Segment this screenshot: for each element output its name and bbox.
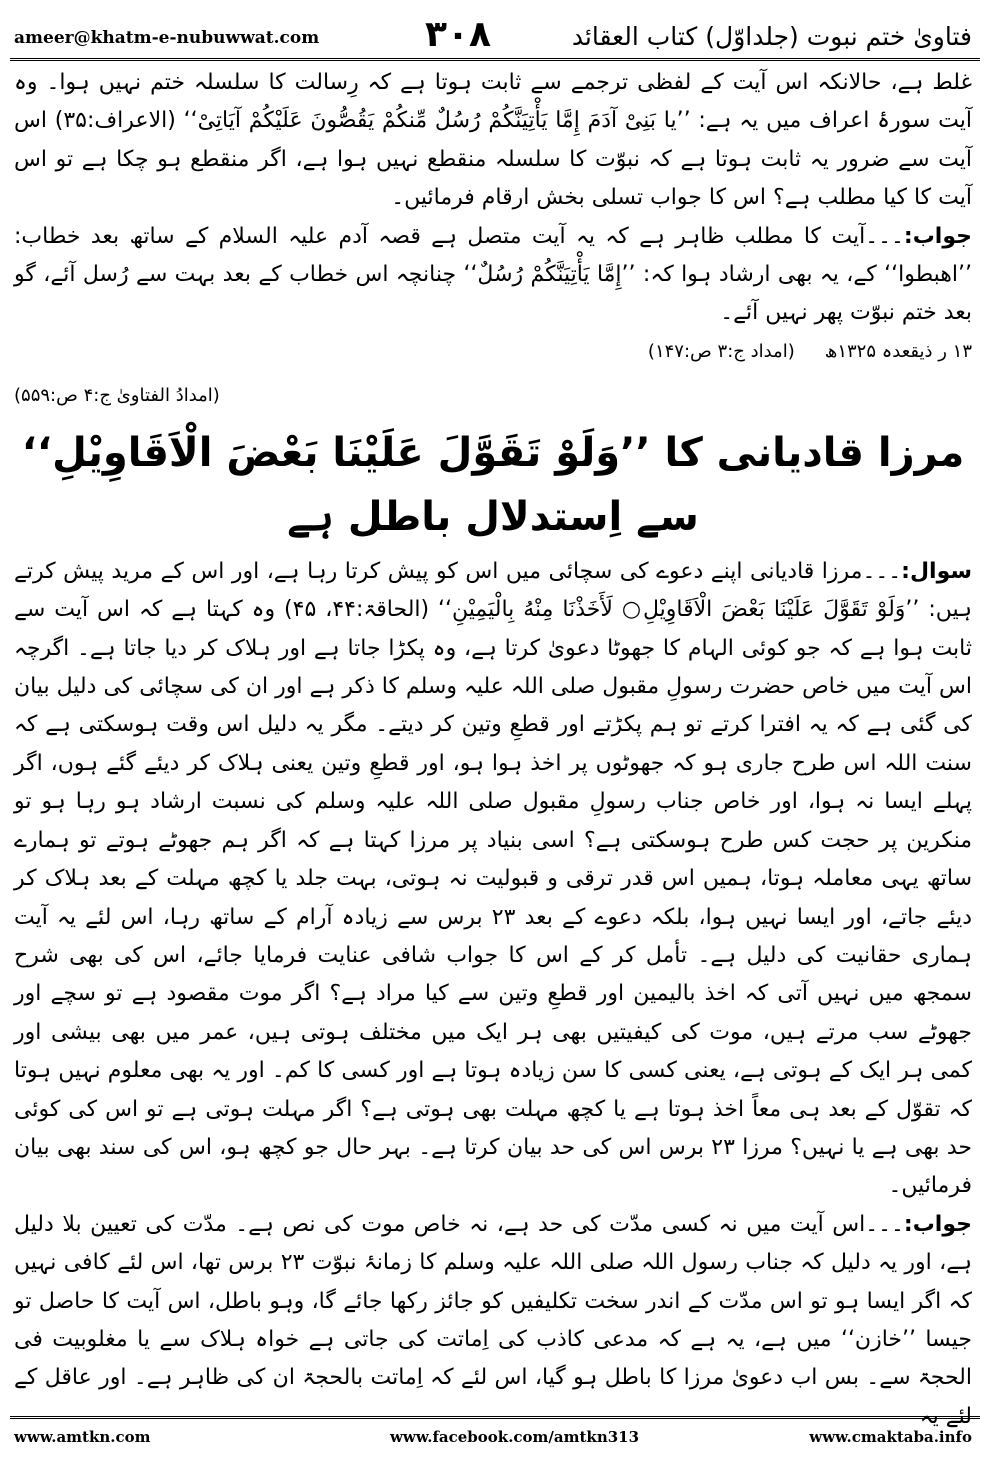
footer-link-amtkn[interactable]: www.amtkn.com [14, 1428, 151, 1446]
answer-label-2: جواب: [903, 1211, 972, 1237]
date-reference-line [14, 337, 972, 367]
footer-link-facebook[interactable]: www.facebook.com/amtkn313 [390, 1428, 640, 1446]
answer-paragraph-1 [14, 218, 972, 333]
page-body [14, 64, 972, 1436]
section-heading: مرزا قادیانی کا ’’وَلَوْ تَقَوَّلَ عَلَیْنَا بَعْضَ الْاَقَاوِیْلِ‘‘ سے اِستدلال باطل ہے [21, 429, 965, 540]
question-paragraph-2 [14, 553, 972, 1206]
question-label: سوال: [901, 558, 972, 584]
header-email[interactable]: ameer@khatm-e-nubuwwat.com [14, 28, 320, 48]
answer-text-2: ۔۔۔اس آیت میں نہ کسی مدّت کی حد ہے، نہ خاص موت کی نص ہے۔ مدّت کی تعیین بلا دلیل ہے، اور یہ دلیل کہ جناب رسول اللہ صلی اللہ علیہ وسلم کا زمانۂ نبوّت ۲۳ برس تھا، اس لئے کافی نہیں کہ اگر ایسا ہو تو اس مدّت کے اندر سخت تکلیفیں کو جائز رکھا جائے گا، وہو باطل، اس آیت کا حاصل تو جیسا ’’خازن‘‘ میں ہے، یہ ہے کہ مدعی کاذب کی اِماتت کی جاتی ہے خواہ ہلاک سے یا مغلوبیت فی الحجۃ سے۔ بس اب دعویٰ مرزا کا باطل ہو گیا، اس لئے کہ اِماتت بالحجۃ ان کی ظاہر ہے۔ اور عاقل کے لئے یہ [14, 1211, 972, 1429]
quran-verse: بَنِیْ آدَمَ إِمَّا یَأْتِیَنَّکُمْ رُسُلٌ مِّنکُمْ یَقُصُّونَ عَلَیْکُمْ آیَاتِیْ [197, 108, 656, 134]
book-title: فتاویٰ ختم نبوت (جلداوّل) کتاب العقائد [571, 22, 972, 51]
question-continued: ‘‘ (الاعراف:۳۵) اس آیت سے ضرور یہ ثابت ہوتا ہے کہ نبوّت کا سلسلہ منقطع نہیں ہوا ہے، اگر منقطع ہو چکا ہے تو اس آیت کا کیا مطلب ہے؟ اس کا جواب تسلی بخش ارقام فرمائیں۔ [14, 108, 972, 211]
reference-text: (امداد ج:۳ ص:۱۴۷) [647, 340, 795, 362]
source-reference: (امدادُ الفتاویٰ ج:۴ ص:۵۵۹) [14, 384, 220, 406]
answer-paragraph-2 [14, 1206, 972, 1436]
answer-text: ۔۔۔آیت کا مطلب ظاہر ہے کہ یہ آیت متصل ہے قصہ آدم علیہ السلام کے ساتھ بعد خطاب: ’’اھبطوا‘‘ کے، یہ بھی ارشاد ہوا کہ: ’’إِمَّا یَأْتِیَنَّکُمْ رُسُلٌ‘‘ چنانچہ اس خطاب کے بعد بہت سے رُسل آئے، گو بعد ختم نبوّت پھر نہیں آئے۔ [14, 223, 972, 326]
footer-divider [10, 1416, 980, 1419]
answer-label: جواب: [903, 223, 972, 249]
question-paragraph-1 [14, 64, 972, 218]
page-footer [0, 1424, 990, 1452]
intro-text: غلط ہے، حالانکہ اس آیت کے لفظی ترجمے سے ثابت ہوتا ہے کہ رِسالت کا سلسلہ ختم نہیں ہوا۔ وہ آیت سورۂ اعراف میں یہ ہے: ’’یا [14, 70, 972, 134]
header-divider [10, 58, 980, 61]
footer-link-cmaktaba[interactable]: www.cmaktaba.info [809, 1428, 972, 1446]
date-text: ۱۳ ر ذیقعدہ ۱۳۲۵ھ [824, 340, 972, 362]
page-header [0, 0, 990, 60]
question-text: ۔۔۔مرزا قادیانی اپنے دعوے کی سچائی میں اس کو پیش کرتا رہا ہے، اور اس کے مرید پیش کرتے ہیں: ’’وَلَوْ تَقَوَّلَ عَلَیْنَا بَعْضَ الْاَقَاوِیْلِ○ لَأَخَذْنَا مِنْهُ بِالْیَمِیْنِ‘‘ (الحاقۃ:۴۴، ۴۵) وہ کہتا ہے کہ اس آیت سے ثابت ہوا ہے کہ جو کوئی الہام کا جھوٹا دعویٰ کرتا ہے، وہ پکڑا جاتا ہے اور ہلاک کر دیا جاتا ہے۔ اگرچہ اس آیت میں خاص حضرت رسولِ مقبول صلی اللہ علیہ وسلم کا ذکر ہے اور ان کی سچائی کی دلیل بیان کی گئی ہے کہ یہ افترا کرتے تو ہم پکڑتے اور قطعِ وتین کر دیتے۔ مگر یہ دلیل اس وقت ہوسکتی ہے کہ سنت اللہ اس طرح جاری ہو کہ جھوٹوں پر اخذ ہوا ہو، اور قطعِ وتین یعنی ہلاک کر دیئے گئے ہوں، اگر پہلے ایسا نہ ہوا، اور خاص جناب رسولِ مقبول صلی اللہ علیہ وسلم کی نسبت ارشاد ہو رہا ہو تو منکرین پر حجت کس طرح ہوسکتی ہے؟ اسی بنیاد پر مرزا کہتا ہے کہ اگر ہم جھوٹے ہوتے تو ہمارے ساتھ یہی معاملہ ہوتا، ہمیں اس قدر ترقی و قبولیت نہ ہوتی، بہت جلد یا کچھ مہلت کے بعد ہلاک کر دیئے جاتے، اور ایسا نہیں ہوا، بلکہ دعوے کے بعد ۲۳ برس سے زیادہ آرام کے ساتھ رہا، اس لئے یہ آیت ہماری حقانیت کی دلیل ہے۔ تأمل کر کے اس کا جواب شافی عنایت فرمایا جائے، اس کی بھی شرح سمجھ میں نہیں آتی کہ اخذ بالیمین اور قطعِ وتین سے کیا مراد ہے؟ اگر موت مقصود ہے تو سچے اور جھوٹے سب مرتے ہیں، موت کی کیفیتیں بھی ہر ایک میں مختلف ہوتی ہیں، عمر میں بھی بیشی اور کمی ہر ایک کے ہوتی ہے، یعنی کسی کا سن زیادہ ہوتا ہے اور کسی کا کم۔ اور یہ بھی معلوم نہیں ہوتا کہ تقوّل کے بعد ہی معاً اخذ ہوتا ہے یا کچھ مہلت بھی ہوتی ہے؟ اگر مہلت ہوتی ہے تو اس کی کوئی حد بھی ہے یا نہیں؟ مرزا ۲۳ برس اس کی حد بیان کرتا ہے۔ بہر حال جو کچھ ہو، اس کی سند بھی بیان فرمائیں۔ [14, 558, 973, 1199]
page-number: ۳۰۸ [425, 14, 491, 55]
